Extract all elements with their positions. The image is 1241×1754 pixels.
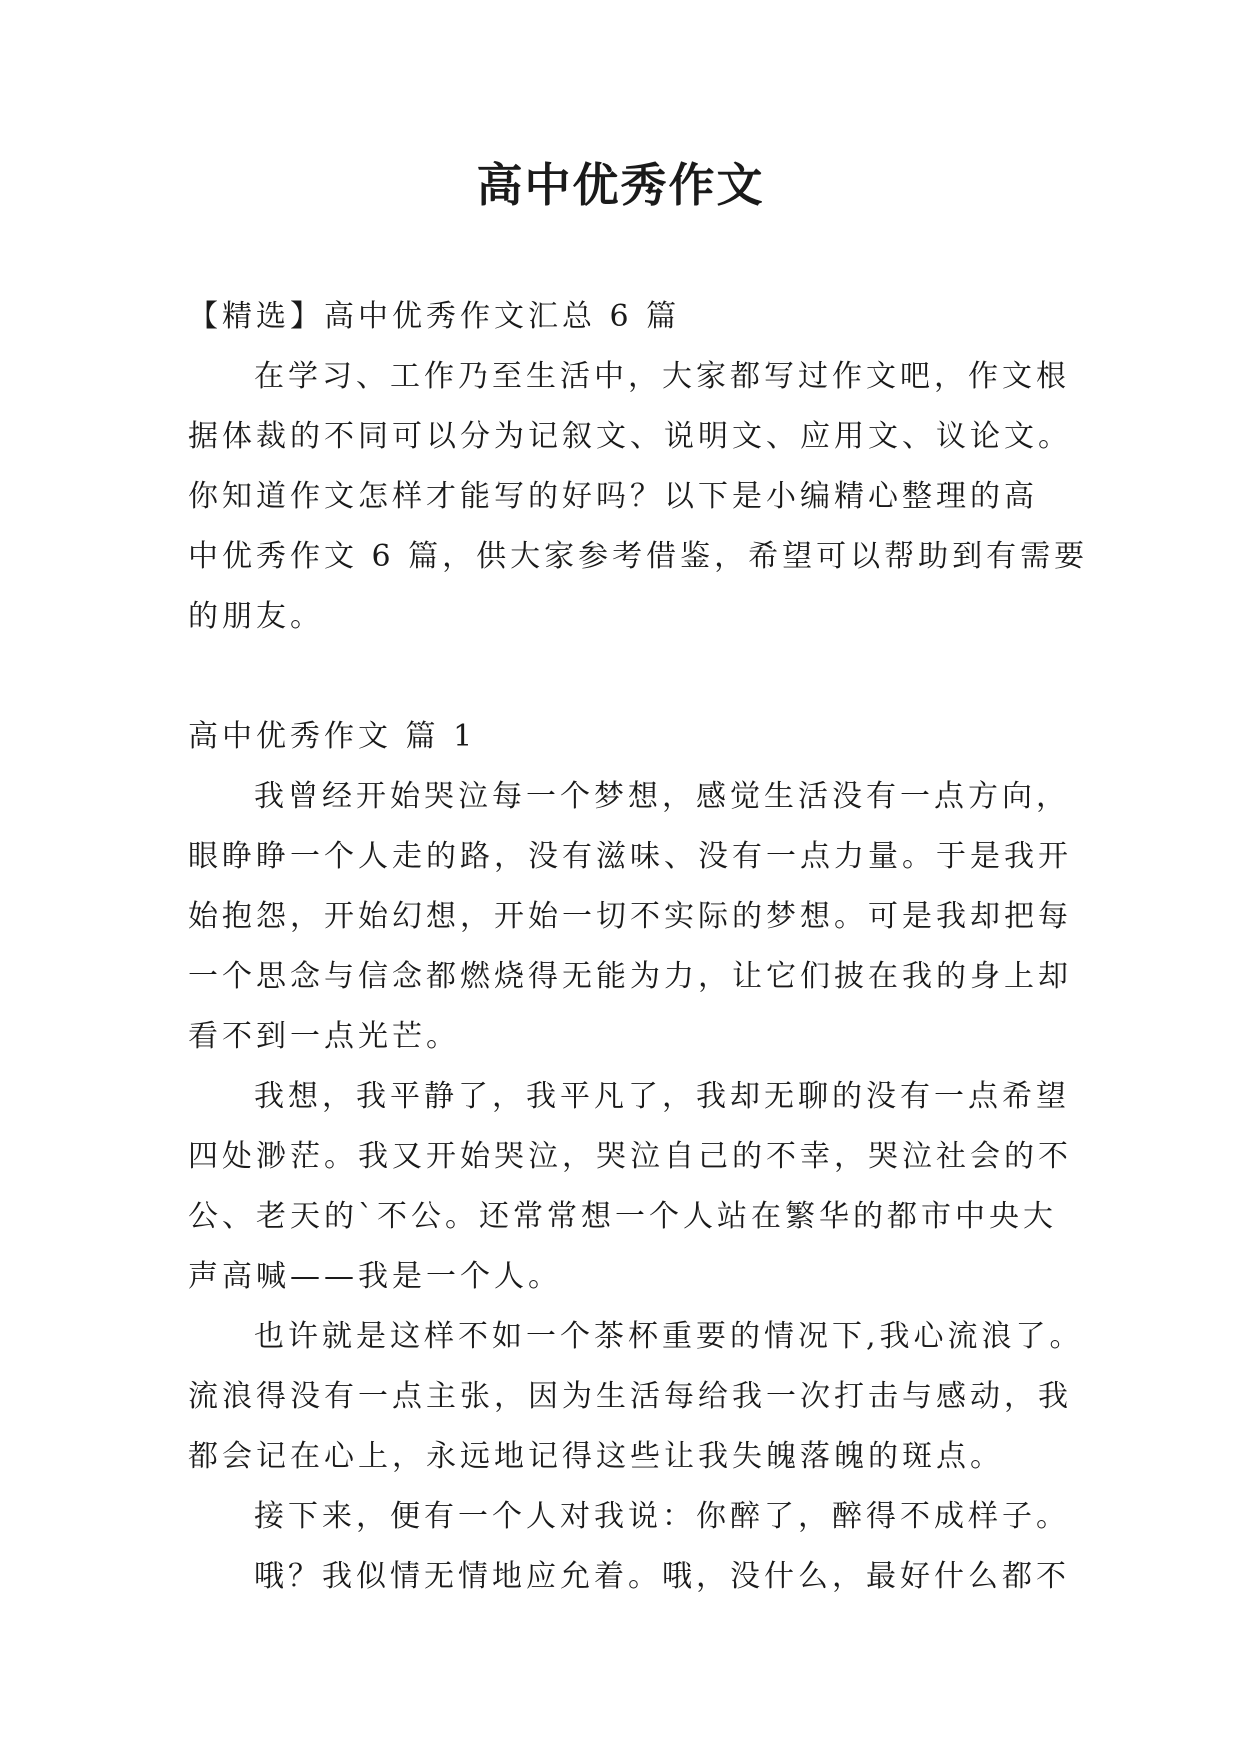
text-line: 流浪得没有一点主张，因为生活每给我一次打击与感动，我 <box>188 1379 1072 1414</box>
text-line: 中优秀作文 6 篇，供大家参考借鉴，希望可以帮助到有需要 <box>188 539 1089 574</box>
text-line: 也许就是这样不如一个茶杯重要的情况下,我心流浪了。 <box>254 1319 1084 1354</box>
document-subtitle: 【精选】高中优秀作文汇总 6 篇 <box>188 299 681 334</box>
text-line: 始抱怨，开始幻想，开始一切不实际的梦想。可是我却把每 <box>188 899 1072 934</box>
text-line: 在学习、工作乃至生活中，大家都写过作文吧，作文根 <box>254 359 1070 394</box>
text-line: 声高喊——我是一个人。 <box>188 1259 562 1294</box>
text-line: 我想，我平静了，我平凡了，我却无聊的没有一点希望 <box>254 1079 1070 1114</box>
text-line: 接下来，便有一个人对我说：你醉了，醉得不成样子。 <box>254 1499 1070 1534</box>
text-line: 我曾经开始哭泣每一个梦想，感觉生活没有一点方向， <box>254 779 1070 814</box>
intro-paragraph <box>188 347 1089 647</box>
text-line: 看不到一点光芒。 <box>188 1019 460 1054</box>
text-line: 四处渺茫。我又开始哭泣，哭泣自己的不幸，哭泣社会的不 <box>188 1139 1072 1174</box>
section-heading: 高中优秀作文 篇 1 <box>188 719 477 754</box>
section-spacer <box>188 647 1058 707</box>
document-title: 高中优秀作文 <box>476 158 765 212</box>
text-line: 你知道作文怎样才能写的好吗？以下是小编精心整理的高 <box>188 479 1038 514</box>
essay-body <box>188 767 1084 1607</box>
text-line: 哦？我似情无情地应允着。哦，没什么，最好什么都不 <box>254 1559 1070 1594</box>
text-line: 一个思念与信念都燃烧得无能为力，让它们披在我的身上却 <box>188 959 1072 994</box>
text-line: 的朋友。 <box>188 599 324 634</box>
text-line: 公、老天的`不公。还常常想一个人站在繁华的都市中央大 <box>188 1199 1057 1234</box>
document-content <box>188 287 1089 1607</box>
text-line: 眼睁睁一个人走的路，没有滋味、没有一点力量。于是我开 <box>188 839 1072 874</box>
text-line: 都会记在心上，永远地记得这些让我失魄落魄的斑点。 <box>188 1439 1004 1474</box>
text-line: 据体裁的不同可以分为记叙文、说明文、应用文、议论文。 <box>188 419 1072 454</box>
